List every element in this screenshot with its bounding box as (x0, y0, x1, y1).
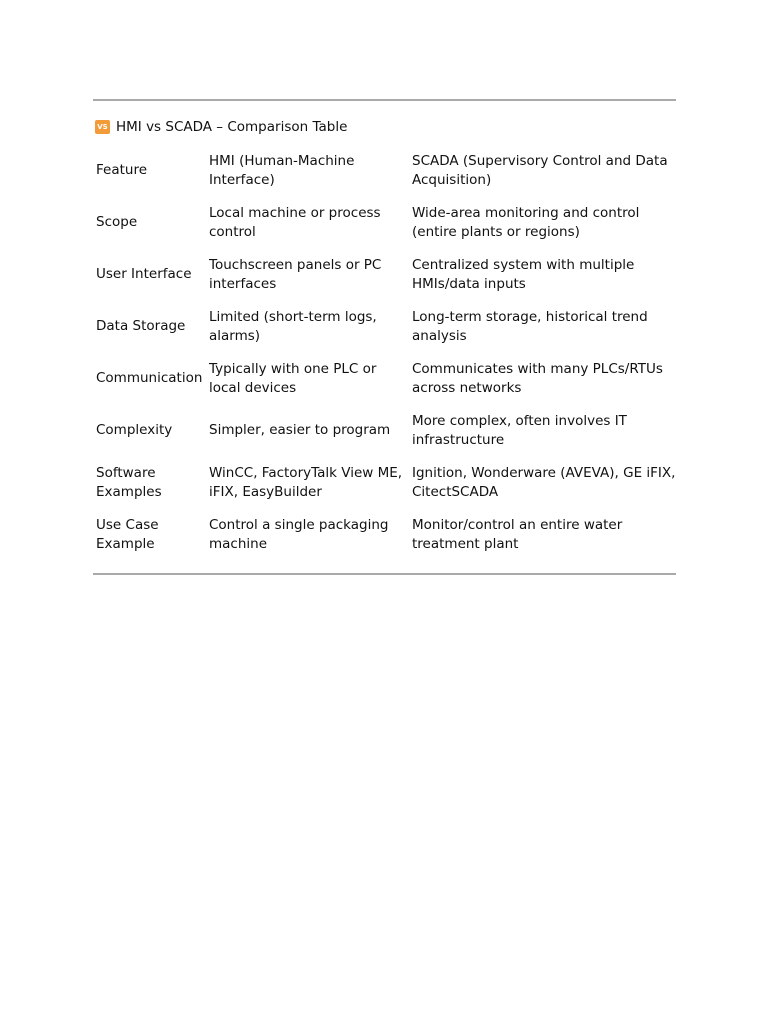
table-header-row (93, 145, 683, 197)
table-cell: More complex, often involves IT infrastructure (412, 412, 627, 448)
table-cell: Centralized system with multiple HMIs/data inputs (412, 256, 635, 292)
table-cell: Simpler, easier to program (209, 422, 391, 439)
table-cell: Complexity (96, 422, 173, 439)
table-cell: Communicates with many PLCs/RTUs across networks (412, 360, 663, 396)
table-cell: Scope (96, 214, 138, 231)
top-divider (93, 99, 676, 101)
table-cell: Long-term storage, historical trend analysis (412, 308, 648, 344)
table-cell: Local machine or process control (209, 204, 381, 240)
table-cell: User Interface (96, 266, 192, 283)
table-cell: Limited (short-term logs, alarms) (209, 308, 377, 344)
table-cell: Software Examples (96, 464, 162, 500)
table-row (93, 249, 683, 301)
table-cell: HMI (Human-Machine Interface) (209, 152, 355, 188)
table-cell: Ignition, Wonderware (AVEVA), GE iFIX, CitectSCADA (412, 464, 676, 500)
table-cell: Use Case Example (96, 516, 159, 552)
table-cell: Communication (96, 370, 203, 387)
table-cell: Control a single packaging machine (209, 516, 389, 552)
table-title (95, 118, 347, 136)
table-row (93, 353, 683, 405)
table-cell: Feature (96, 162, 148, 179)
table-cell: Data Storage (96, 318, 186, 335)
table-row (93, 509, 683, 561)
table-cell: Wide-area monitoring and control (entire plants or regions) (412, 204, 640, 240)
table-row (93, 197, 683, 249)
table-cell: Touchscreen panels or PC interfaces (209, 256, 382, 292)
table-cell: WinCC, FactoryTalk View ME, iFIX, EasyBuilder (209, 464, 403, 500)
bottom-divider (93, 573, 676, 575)
table-title-text: HMI vs SCADA – Comparison Table (116, 119, 348, 135)
table-row (93, 457, 683, 509)
table-row (93, 301, 683, 353)
table-cell: SCADA (Supervisory Control and Data Acquisition) (412, 152, 668, 188)
table-cell: Typically with one PLC or local devices (209, 360, 377, 396)
comparison-table (93, 145, 683, 561)
table-cell: Monitor/control an entire water treatment plant (412, 516, 623, 552)
table-row (93, 405, 683, 457)
vs-icon: VS (95, 120, 110, 134)
